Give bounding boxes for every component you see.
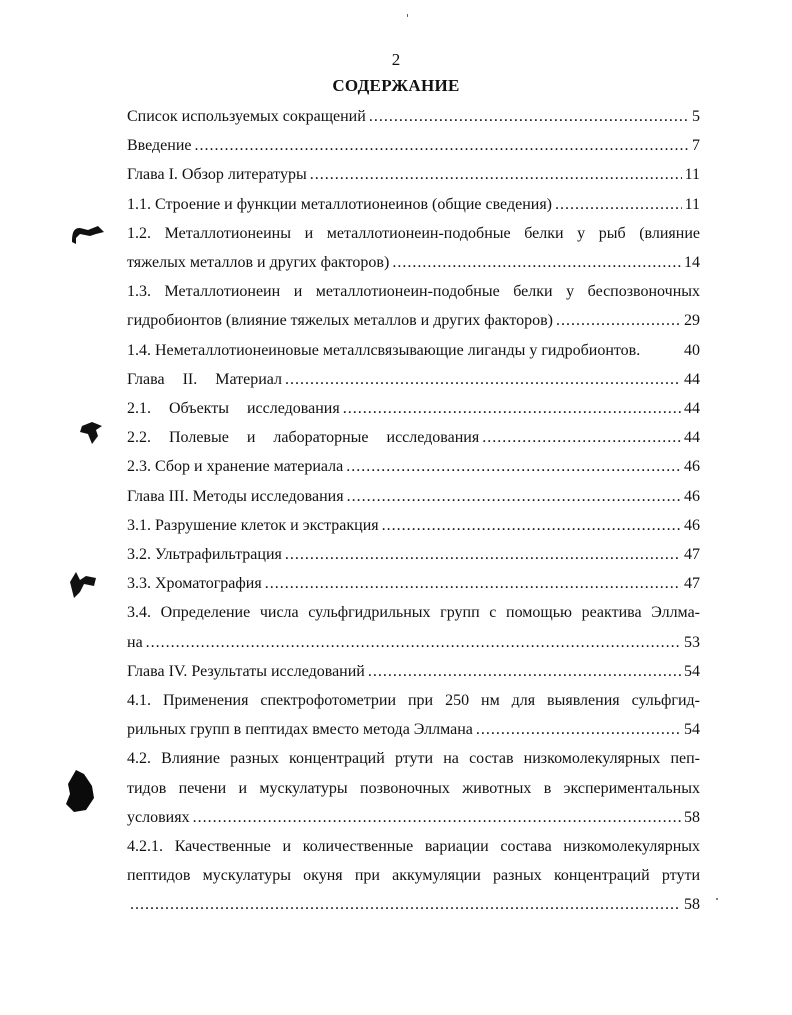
toc-entry	[127, 511, 700, 540]
toc-entry	[127, 219, 700, 277]
toc-page-number: 40	[684, 341, 700, 359]
toc-entry	[127, 277, 700, 335]
toc-entry	[127, 686, 700, 744]
toc-entry-title: условиях	[127, 808, 190, 826]
toc-leader-dots	[310, 160, 682, 189]
toc-entry	[127, 365, 700, 394]
toc-leader-dots	[369, 102, 689, 131]
toc-leader-dots	[195, 131, 690, 160]
toc-entry-title: 2.1. Объекты исследования	[127, 400, 340, 418]
toc-entry	[127, 744, 700, 832]
toc-page-number: 11	[684, 166, 700, 184]
toc-leader-dots	[285, 365, 681, 394]
toc-entry	[127, 423, 700, 452]
toc-entry-title: 3.2. Ультрафильтрация	[127, 546, 282, 564]
toc-page-number: 47	[684, 546, 700, 564]
toc-entry	[127, 160, 700, 189]
toc-leader-dots	[556, 306, 681, 335]
toc-entry-line: 4.2. Влияние разных концентраций ртути на состав низкомолекулярных пеп-	[127, 750, 700, 768]
toc-entry-title: 2.2. Полевые и лабораторные исследования	[127, 429, 480, 447]
toc-page-number: 5	[692, 108, 700, 125]
toc-leader-dots	[146, 628, 681, 657]
toc-entry-line: тидов печени и мускулатуры позвоночных животных в экспериментальных	[127, 779, 700, 797]
toc-entry	[127, 452, 700, 481]
toc-page-number: 44	[684, 370, 700, 388]
toc-entry-title: Глава II. Материал	[127, 370, 283, 388]
toc-entry-line: пептидов мускулатуры окуня при аккумуляции разных концентраций ртути	[127, 867, 700, 885]
toc-page-number: 29	[684, 312, 700, 330]
toc-leader-dots	[382, 511, 681, 540]
toc-entry-title: 3.3. Хроматография	[127, 575, 262, 593]
toc-page-number: 58	[684, 808, 700, 826]
toc-page-number: 54	[684, 662, 700, 680]
page-number: 2	[391, 50, 401, 69]
toc-leader-dots	[392, 248, 681, 277]
toc-page-number: 11	[684, 195, 700, 213]
toc-entry	[127, 540, 700, 569]
toc-entry-title: Глава III. Методы исследования	[127, 487, 344, 505]
toc-leader-dots	[482, 423, 681, 452]
toc-entry-line: 1.3. Металлотионеин и металлотионеин-подобные белки у беспозвоночных	[127, 283, 700, 301]
scan-speck	[716, 898, 718, 900]
toc-page-number: 54	[684, 721, 700, 739]
toc-entry-line: 1.2. Металлотионеины и металлотионеин-подобные белки у рыб (влияние	[127, 224, 700, 242]
toc-leader-dots	[476, 715, 681, 744]
toc-entry-title: Глава IV. Результаты исследований	[127, 662, 365, 680]
table-of-contents	[127, 102, 700, 920]
toc-entry-title: тяжелых металлов и других факторов)	[127, 254, 390, 272]
toc-leader-dots	[130, 890, 681, 919]
toc-page-number: 44	[684, 400, 700, 418]
toc-entry	[127, 657, 700, 686]
toc-leader-dots	[343, 394, 681, 423]
toc-leader-dots	[346, 452, 681, 481]
toc-entry	[127, 569, 700, 598]
toc-leader-dots	[347, 482, 681, 511]
toc-page-number: 14	[684, 254, 700, 272]
toc-entry-title: 2.3. Сбор и хранение материала	[127, 458, 344, 476]
scan-mark-4	[62, 768, 98, 814]
toc-entry	[127, 598, 700, 656]
toc-entry	[127, 482, 700, 511]
toc-entry-title: Введение	[127, 137, 192, 155]
toc-page-number: 47	[684, 575, 700, 593]
scan-speck	[407, 14, 408, 17]
toc-entry-title: Глава I. Обзор литературы	[127, 166, 307, 184]
toc-leader-dots	[265, 569, 681, 598]
toc-entry	[127, 832, 700, 920]
toc-entry-title: 1.1. Строение и функции металлотионеинов (общие сведения)	[127, 195, 552, 213]
toc-entry-line: 3.4. Определение числа сульфгидрильных групп с помощью реактива Эллма-	[127, 604, 700, 622]
toc-entry-title: Список используемых сокращений	[127, 108, 366, 125]
toc-entry-title: гидробионтов (влияние тяжелых металлов и других факторов)	[127, 312, 553, 330]
toc-entry	[127, 190, 700, 219]
scan-mark-1	[68, 222, 108, 246]
toc-leader-dots	[193, 803, 681, 832]
toc-entry	[127, 394, 700, 423]
toc-page-number: 58	[684, 896, 700, 914]
toc-page-number: 7	[692, 137, 700, 155]
toc-title: СОДЕРЖАНИЕ	[332, 76, 460, 95]
toc-entry-line: 4.2.1. Качественные и количественные вариации состава низкомолекулярных	[127, 838, 700, 856]
toc-page-number: 53	[684, 633, 700, 651]
toc-entry-title: на	[127, 633, 143, 651]
toc-entry	[127, 102, 700, 131]
toc-leader-dots	[368, 657, 681, 686]
toc-entry-title: 1.4. Неметаллотионеиновые металлсвязывающие лиганды у гидробионтов.	[127, 341, 641, 359]
toc-page-number: 44	[684, 429, 700, 447]
scan-mark-3	[66, 568, 100, 600]
toc-entry-title: рильных групп в пептидах вместо метода Эллмана	[127, 721, 473, 739]
toc-entry	[127, 336, 700, 365]
toc-entry	[127, 131, 700, 160]
scan-mark-2	[78, 420, 106, 446]
toc-leader-dots	[285, 540, 681, 569]
toc-entry-title: 3.1. Разрушение клеток и экстракция	[127, 516, 379, 534]
toc-page-number: 46	[684, 458, 700, 476]
toc-entry-line: 4.1. Применения спектрофотометрии при 250 нм для выявления сульфгид-	[127, 692, 700, 710]
toc-page-number: 46	[684, 516, 700, 534]
toc-page-number: 46	[684, 487, 700, 505]
toc-leader-dots	[555, 190, 682, 219]
